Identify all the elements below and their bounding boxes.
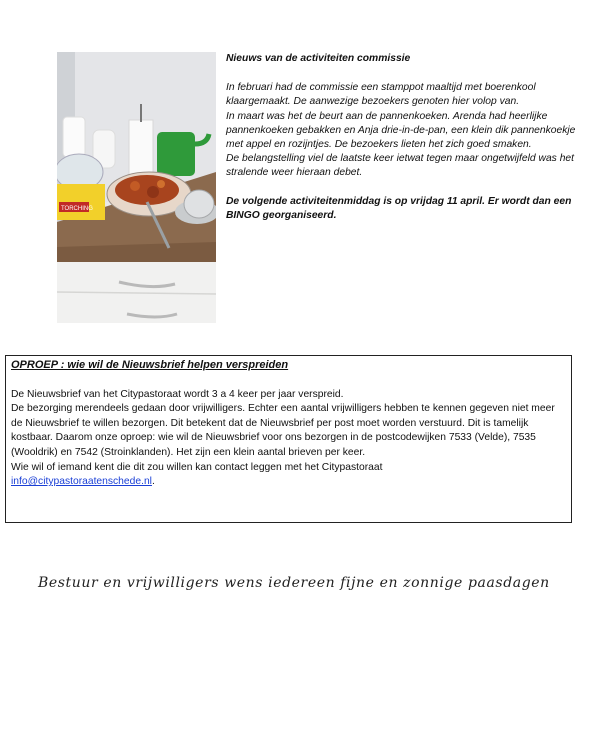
- oproep-contact: [11, 475, 566, 490]
- oproep-box: [5, 355, 572, 523]
- news-section: [226, 52, 576, 223]
- oproep-line-3: Wie wil of iemand kent die dit zou willen kan contact leggen met het Citypastoraat: [11, 461, 383, 473]
- news-paragraph-1: In februari had de commissie een stamppot maaltijd met boerenkool klaargemaakt. De aanwezige bezoekers genoten hier volop van.: [226, 82, 536, 108]
- oproep-line-1: De Nieuwsbrief van het Citypastoraat wordt 3 a 4 keer per jaar verspreid.: [11, 388, 344, 400]
- oproep-heading: OPROEP : wie wil de Nieuwsbrief helpen verspreiden: [11, 359, 289, 371]
- news-spacer: [226, 181, 576, 195]
- email-link[interactable]: info@citypastoraatenschede.nl: [11, 476, 152, 488]
- greeting-text: Bestuur en vrijwilligers wens iedereen fijne en zonnige paasdagen: [38, 575, 550, 591]
- kitchen-photo-illustration: [57, 52, 216, 323]
- kitchen-photo: [57, 52, 216, 323]
- oproep-line-2: De bezorging merendeels gedaan door vrijwilligers. Echter een aantal vrijwilligers hebben te kennen gegeven niet meer de Nieuwsbrief te willen bezorgen. Dit betekent dat de Nieuwsbrief per post moet worden verstuurd. Dit is tamelijk kostbaar. Daarom onze oproep: wie wil de Nieuwsbrief voor ons bezorgen in de postcodewijken 7533 (Velde), 7535 (Wooldrik) en 7542 (Stroinklanden). Het zijn een klein aantal brieven per keer.: [11, 403, 555, 458]
- email-suffix: .: [151, 476, 155, 488]
- news-paragraph-3: De belangstelling viel de laatste keer ietwat tegen maar ongetwijfeld was het stralende weer hieraan debet.: [226, 153, 575, 179]
- news-paragraph-2: In maart was het de beurt aan de pannenkoeken. Arenda had heerlijke pannenkoeken gebakken en Anja drie-in-de-pan, een klein dik pannenkoekje met appel en rozijntjes. De bezoekers lieten het zich goed smaken.: [226, 110, 576, 151]
- news-announcement: De volgende activiteitenmiddag is op vrijdag 11 april. Er wordt dan een BINGO georganiseerd.: [226, 195, 572, 221]
- news-title: Nieuws van de activiteiten commissie: [226, 53, 411, 64]
- package-text: TORCHING: [61, 206, 93, 212]
